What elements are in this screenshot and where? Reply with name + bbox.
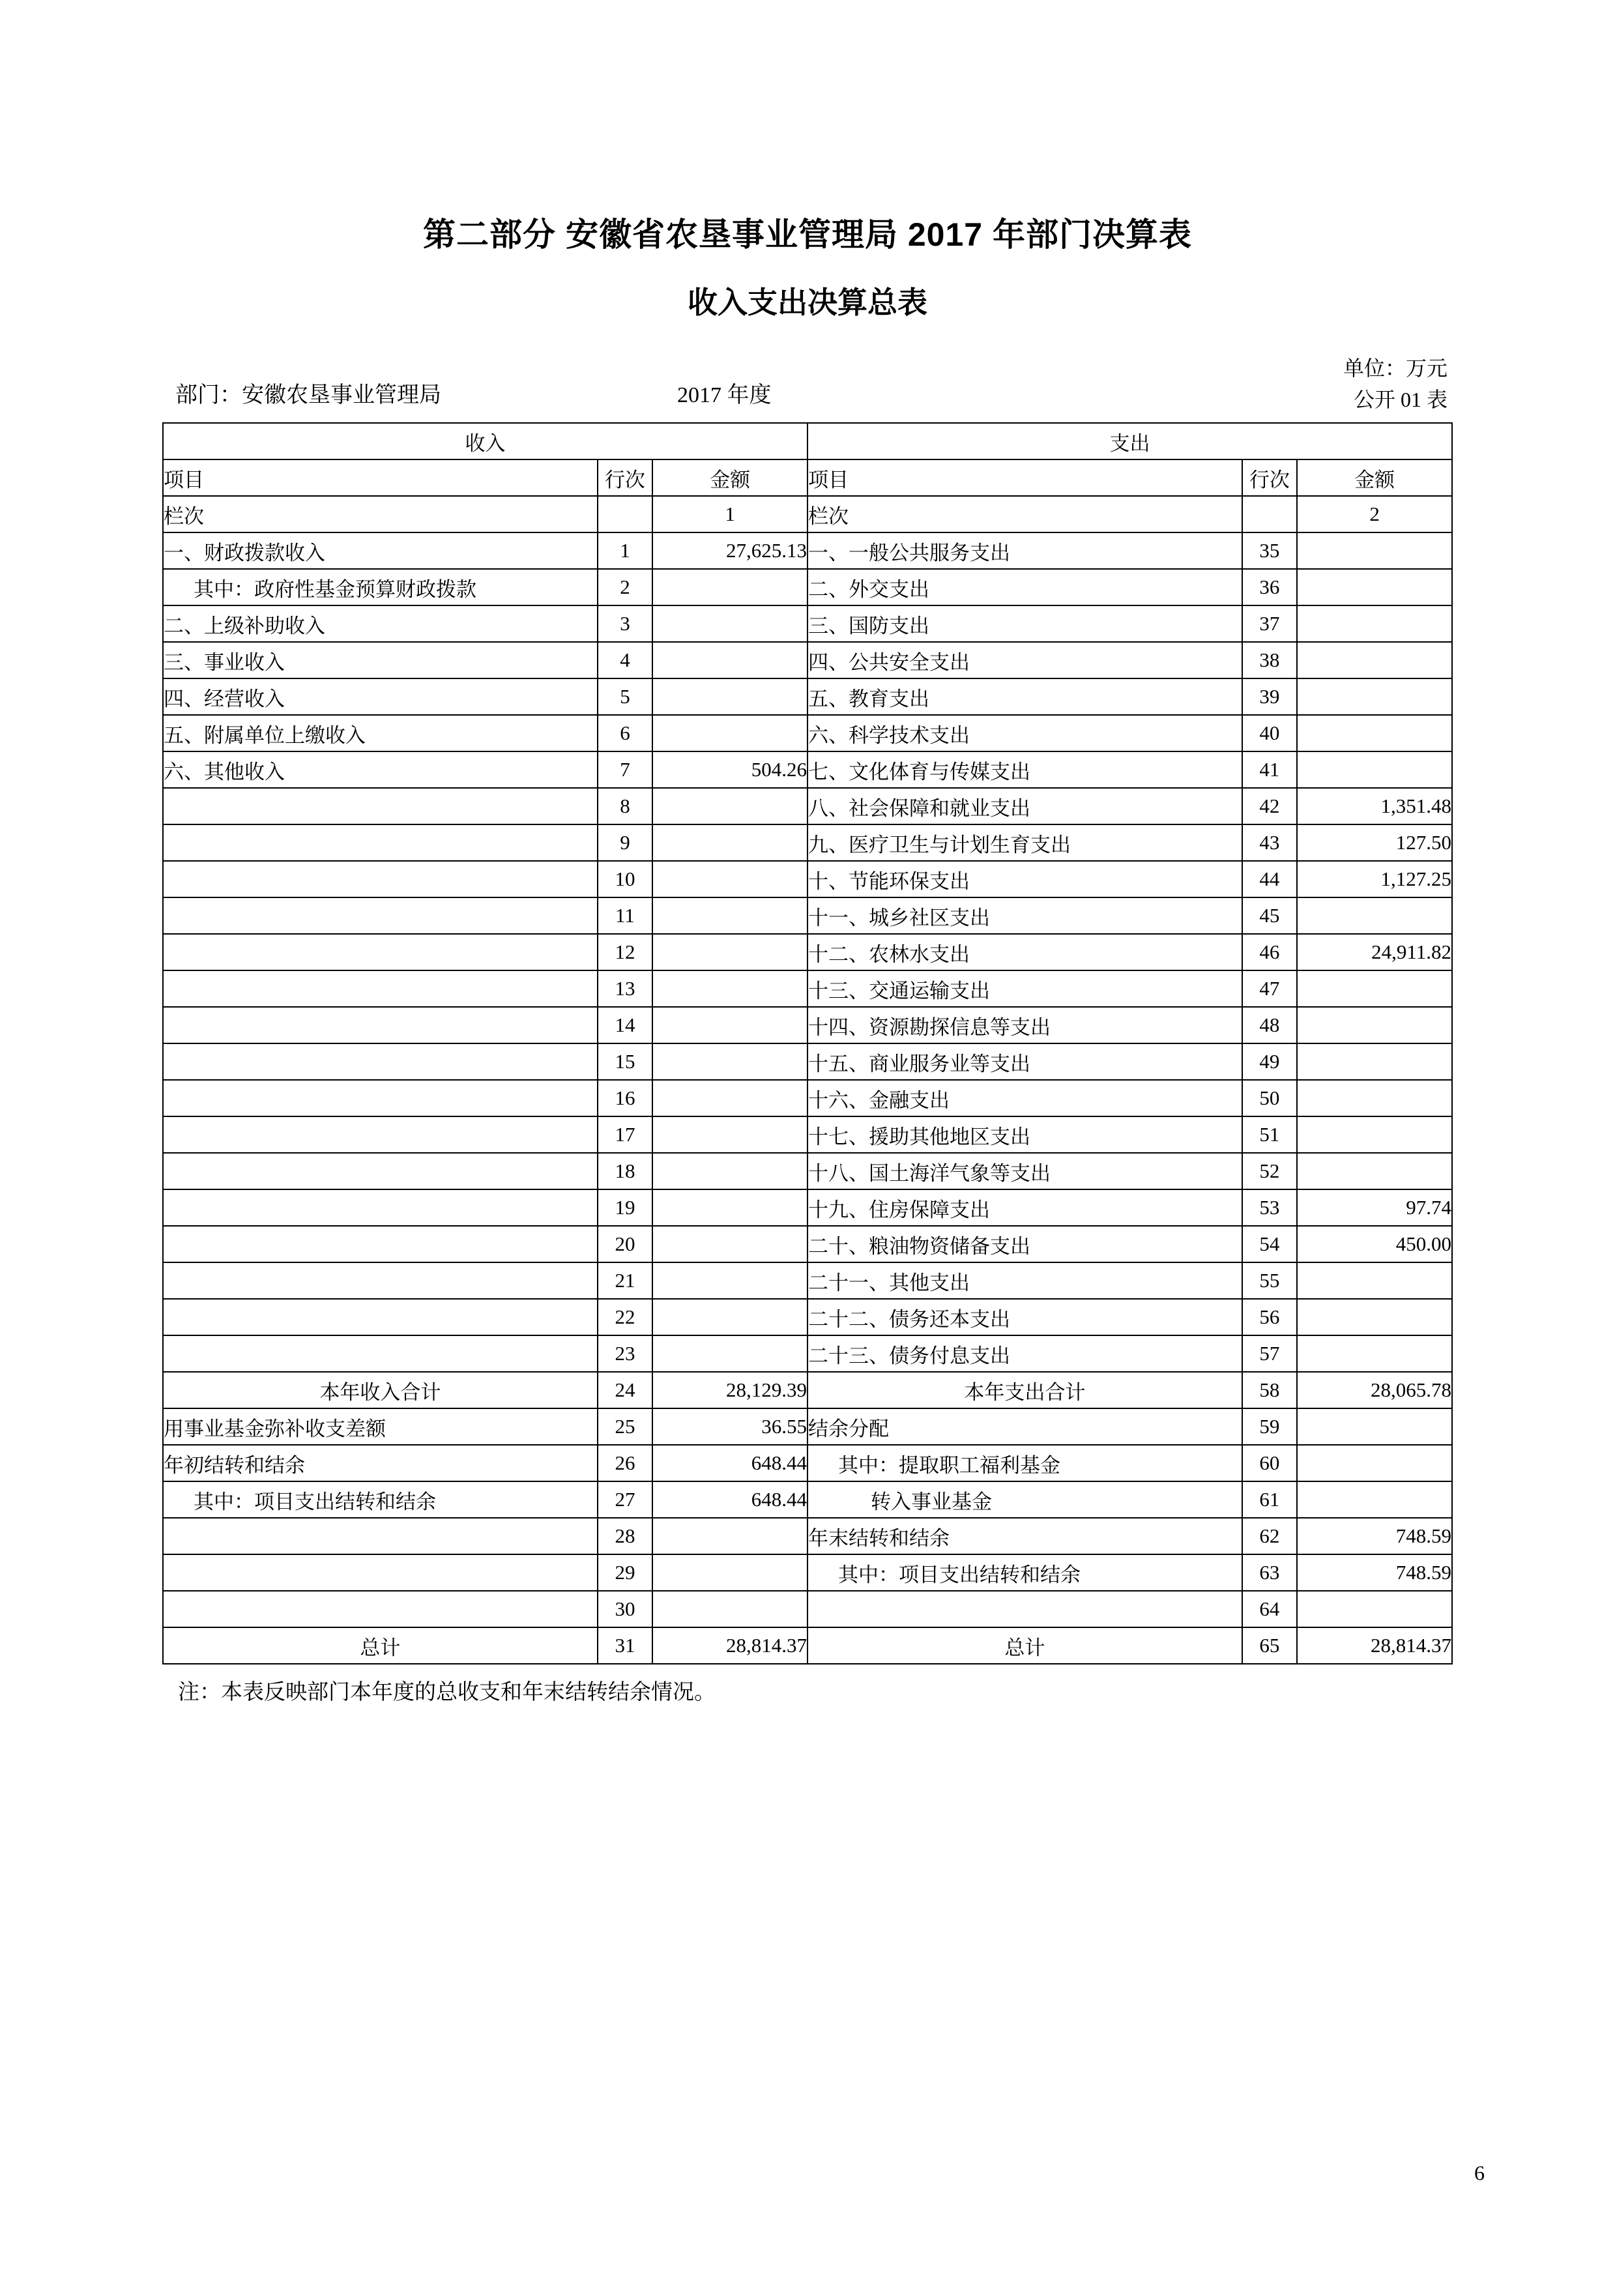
expense-amount-cell: 450.00 [1297, 1226, 1452, 1262]
expense-amount-cell: 748.59 [1297, 1518, 1452, 1554]
expense-line-cell: 46 [1242, 934, 1297, 970]
income-line-cell: 12 [598, 934, 652, 970]
expense-amount-cell [1297, 1335, 1452, 1372]
income-line-cell: 7 [598, 751, 652, 788]
table-row [163, 1372, 1452, 1408]
income-line-cell: 30 [598, 1591, 652, 1627]
income-line-cell: 15 [598, 1043, 652, 1080]
income-item-cell [163, 1226, 598, 1262]
income-line-cell: 14 [598, 1007, 652, 1043]
table-row [163, 1043, 1452, 1080]
expense-line-cell: 47 [1242, 970, 1297, 1007]
income-item-cell [163, 970, 598, 1007]
income-item-cell [163, 1591, 598, 1627]
expense-line-cell: 61 [1242, 1481, 1297, 1518]
income-item-cell: 其中：政府性基金预算财政拨款 [163, 569, 598, 605]
income-amount-cell [652, 788, 808, 824]
expense-item-cell: 六、科学技术支出 [808, 715, 1242, 751]
expense-amount-cell [1297, 1262, 1452, 1299]
table-row [163, 751, 1452, 788]
expense-amount-cell: 97.74 [1297, 1189, 1452, 1226]
table-row [163, 1518, 1452, 1554]
expense-item-cell: 其中：提取职工福利基金 [808, 1445, 1242, 1481]
expense-item-cell: 十三、交通运输支出 [808, 970, 1242, 1007]
column-index-label-income: 栏次 [163, 496, 598, 532]
income-line-cell: 13 [598, 970, 652, 1007]
column-index-line-income [598, 496, 652, 532]
column-index-expense: 2 [1297, 496, 1452, 532]
expense-amount-cell: 127.50 [1297, 824, 1452, 861]
expense-item-cell: 七、文化体育与传媒支出 [808, 751, 1242, 788]
income-line-cell: 27 [598, 1481, 652, 1518]
expense-line-cell: 51 [1242, 1116, 1297, 1153]
income-item-cell: 用事业基金弥补收支差额 [163, 1408, 598, 1445]
expense-line-cell: 49 [1242, 1043, 1297, 1080]
header-income-item: 项目 [163, 459, 598, 496]
table-row [163, 605, 1452, 642]
table-row [163, 1226, 1452, 1262]
income-amount-cell [652, 897, 808, 934]
page-title: 第二部分 安徽省农垦事业管理局 2017 年部门决算表 [423, 216, 1192, 253]
header-income-line: 行次 [598, 459, 652, 496]
income-line-cell: 5 [598, 678, 652, 715]
income-line-cell: 8 [598, 788, 652, 824]
expense-item-cell: 二十二、债务还本支出 [808, 1299, 1242, 1335]
income-item-cell [163, 861, 598, 897]
table-group-header-row [163, 423, 1452, 459]
expense-line-cell: 65 [1242, 1627, 1297, 1664]
income-line-cell: 10 [598, 861, 652, 897]
form-code-label: 公开 01 表 [1353, 388, 1448, 411]
income-amount-cell [652, 1299, 808, 1335]
expense-line-cell: 64 [1242, 1591, 1297, 1627]
expense-line-cell: 38 [1242, 642, 1297, 678]
expense-line-cell: 36 [1242, 569, 1297, 605]
table-row [163, 897, 1452, 934]
income-amount-cell: 504.26 [652, 751, 808, 788]
income-amount-cell [652, 1189, 808, 1226]
table-row [163, 1335, 1452, 1372]
table-row [163, 715, 1452, 751]
expense-item-cell: 十二、农林水支出 [808, 934, 1242, 970]
income-item-cell [163, 1518, 598, 1554]
expense-amount-cell [1297, 970, 1452, 1007]
expense-item-cell: 四、公共安全支出 [808, 642, 1242, 678]
expense-amount-cell [1297, 1445, 1452, 1481]
income-amount-cell: 36.55 [652, 1408, 808, 1445]
expense-item-cell: 转入事业基金 [808, 1481, 1242, 1518]
expense-item-cell: 十一、城乡社区支出 [808, 897, 1242, 934]
income-item-cell [163, 934, 598, 970]
expense-amount-cell [1297, 1299, 1452, 1335]
expense-amount-cell: 1,127.25 [1297, 861, 1452, 897]
table-column-header-row [163, 459, 1452, 496]
income-amount-cell [652, 970, 808, 1007]
expense-item-cell: 十五、商业服务业等支出 [808, 1043, 1242, 1080]
table-row [163, 1007, 1452, 1043]
income-amount-cell [652, 678, 808, 715]
department-label: 部门：安徽农垦事业管理局 [175, 383, 441, 407]
income-amount-cell [652, 1591, 808, 1627]
expense-item-cell: 八、社会保障和就业支出 [808, 788, 1242, 824]
income-amount-cell: 648.44 [652, 1481, 808, 1518]
table-row [163, 569, 1452, 605]
income-item-cell: 五、附属单位上缴收入 [163, 715, 598, 751]
expense-item-cell: 二、外交支出 [808, 569, 1242, 605]
income-item-cell [163, 1299, 598, 1335]
income-item-cell [163, 788, 598, 824]
expense-line-cell: 44 [1242, 861, 1297, 897]
expense-line-cell: 37 [1242, 605, 1297, 642]
expense-amount-cell [1297, 1481, 1452, 1518]
expense-amount-cell: 748.59 [1297, 1554, 1452, 1591]
income-line-cell: 9 [598, 824, 652, 861]
table-row [163, 824, 1452, 861]
income-amount-cell [652, 569, 808, 605]
expense-line-cell: 62 [1242, 1518, 1297, 1554]
income-line-cell: 6 [598, 715, 652, 751]
table-row [163, 642, 1452, 678]
income-line-cell: 3 [598, 605, 652, 642]
income-amount-cell: 28,814.37 [652, 1627, 808, 1664]
table-meta [162, 358, 1453, 418]
income-item-cell [163, 1262, 598, 1299]
expense-line-cell: 42 [1242, 788, 1297, 824]
expense-item-cell [808, 1591, 1242, 1627]
expense-amount-cell: 28,814.37 [1297, 1627, 1452, 1664]
expense-line-cell: 54 [1242, 1226, 1297, 1262]
table-row [163, 532, 1452, 569]
income-line-cell: 17 [598, 1116, 652, 1153]
table-row [163, 861, 1452, 897]
expense-amount-cell [1297, 751, 1452, 788]
header-income-amount: 金额 [652, 459, 808, 496]
income-amount-cell [652, 1518, 808, 1554]
expense-line-cell: 41 [1242, 751, 1297, 788]
income-line-cell: 21 [598, 1262, 652, 1299]
income-amount-cell [652, 642, 808, 678]
expense-item-cell: 十九、住房保障支出 [808, 1189, 1242, 1226]
expense-amount-cell: 28,065.78 [1297, 1372, 1452, 1408]
expense-amount-cell [1297, 1007, 1452, 1043]
expense-item-cell: 九、医疗卫生与计划生育支出 [808, 824, 1242, 861]
income-amount-cell [652, 1007, 808, 1043]
table-row [163, 1554, 1452, 1591]
income-item-cell: 六、其他收入 [163, 751, 598, 788]
income-line-cell: 29 [598, 1554, 652, 1591]
group-header-income: 收入 [163, 423, 808, 459]
income-amount-cell [652, 824, 808, 861]
table-row [163, 1591, 1452, 1627]
income-line-cell: 1 [598, 532, 652, 569]
expense-item-cell: 一、一般公共服务支出 [808, 532, 1242, 569]
expense-amount-cell [1297, 532, 1452, 569]
expense-line-cell: 59 [1242, 1408, 1297, 1445]
page-subtitle: 收入支出决算总表 [688, 285, 927, 319]
column-index-income: 1 [652, 496, 808, 532]
budget-table-body [163, 423, 1452, 1664]
income-line-cell: 25 [598, 1408, 652, 1445]
expense-item-cell: 五、教育支出 [808, 678, 1242, 715]
income-line-cell: 20 [598, 1226, 652, 1262]
table-note: 注：本表反映部门本年度的总收支和年末结转结余情况。 [178, 1681, 716, 1704]
income-line-cell: 4 [598, 642, 652, 678]
income-line-cell: 11 [598, 897, 652, 934]
income-line-cell: 26 [598, 1445, 652, 1481]
expense-line-cell: 56 [1242, 1299, 1297, 1335]
income-item-cell: 其中：项目支出结转和结余 [163, 1481, 598, 1518]
expense-amount-cell [1297, 605, 1452, 642]
expense-amount-cell [1297, 1043, 1452, 1080]
income-item-cell: 总计 [163, 1627, 598, 1664]
expense-line-cell: 48 [1242, 1007, 1297, 1043]
income-line-cell: 19 [598, 1189, 652, 1226]
income-line-cell: 2 [598, 569, 652, 605]
income-amount-cell [652, 605, 808, 642]
income-item-cell: 二、上级补助收入 [163, 605, 598, 642]
expense-item-cell: 结余分配 [808, 1408, 1242, 1445]
income-line-cell: 18 [598, 1153, 652, 1189]
expense-item-cell: 二十三、债务付息支出 [808, 1335, 1242, 1372]
table-row [163, 1153, 1452, 1189]
income-line-cell: 28 [598, 1518, 652, 1554]
expense-amount-cell [1297, 1080, 1452, 1116]
expense-line-cell: 58 [1242, 1372, 1297, 1408]
expense-item-cell: 二十一、其他支出 [808, 1262, 1242, 1299]
expense-amount-cell [1297, 569, 1452, 605]
expense-amount-cell [1297, 715, 1452, 751]
table-row [163, 1299, 1452, 1335]
table-columnindex-row [163, 496, 1452, 532]
table-row [163, 1627, 1452, 1664]
income-item-cell [163, 824, 598, 861]
expense-line-cell: 57 [1242, 1335, 1297, 1372]
expense-item-cell: 其中：项目支出结转和结余 [808, 1554, 1242, 1591]
income-amount-cell [652, 861, 808, 897]
column-index-label-expense: 栏次 [808, 496, 1242, 532]
income-item-cell: 四、经营收入 [163, 678, 598, 715]
table-row [163, 934, 1452, 970]
income-amount-cell [652, 1262, 808, 1299]
income-amount-cell [652, 1153, 808, 1189]
expense-amount-cell [1297, 1408, 1452, 1445]
expense-line-cell: 39 [1242, 678, 1297, 715]
table-row [163, 1408, 1452, 1445]
expense-amount-cell [1297, 1116, 1452, 1153]
income-amount-cell: 27,625.13 [652, 532, 808, 569]
income-item-cell [163, 897, 598, 934]
expense-item-cell: 十八、国土海洋气象等支出 [808, 1153, 1242, 1189]
expense-line-cell: 43 [1242, 824, 1297, 861]
group-header-expense: 支出 [808, 423, 1452, 459]
expense-item-cell: 二十、粮油物资储备支出 [808, 1226, 1242, 1262]
year-label: 2017 年度 [677, 383, 772, 407]
column-index-line-expense [1242, 496, 1297, 532]
header-expense-line: 行次 [1242, 459, 1297, 496]
expense-item-cell: 本年支出合计 [808, 1372, 1242, 1408]
income-line-cell: 22 [598, 1299, 652, 1335]
expense-amount-cell: 24,911.82 [1297, 934, 1452, 970]
income-item-cell [163, 1153, 598, 1189]
income-item-cell [163, 1335, 598, 1372]
expense-item-cell: 总计 [808, 1627, 1242, 1664]
expense-line-cell: 40 [1242, 715, 1297, 751]
budget-table [162, 422, 1453, 1664]
expense-item-cell: 年末结转和结余 [808, 1518, 1242, 1554]
expense-item-cell: 十六、金融支出 [808, 1080, 1242, 1116]
income-amount-cell [652, 1116, 808, 1153]
income-line-cell: 24 [598, 1372, 652, 1408]
income-item-cell: 本年收入合计 [163, 1372, 598, 1408]
expense-amount-cell [1297, 897, 1452, 934]
income-amount-cell [652, 715, 808, 751]
income-amount-cell: 648.44 [652, 1445, 808, 1481]
expense-line-cell: 35 [1242, 532, 1297, 569]
table-row [163, 1445, 1452, 1481]
expense-item-cell: 十七、援助其他地区支出 [808, 1116, 1242, 1153]
expense-item-cell: 十四、资源勘探信息等支出 [808, 1007, 1242, 1043]
income-line-cell: 23 [598, 1335, 652, 1372]
income-amount-cell [652, 1554, 808, 1591]
income-item-cell: 三、事业收入 [163, 642, 598, 678]
income-amount-cell [652, 934, 808, 970]
expense-line-cell: 60 [1242, 1445, 1297, 1481]
income-amount-cell [652, 1080, 808, 1116]
header-expense-amount: 金额 [1297, 459, 1452, 496]
table-row [163, 1189, 1452, 1226]
income-item-cell: 一、财政拨款收入 [163, 532, 598, 569]
expense-amount-cell [1297, 642, 1452, 678]
income-item-cell [163, 1189, 598, 1226]
unit-label: 单位：万元 [1343, 356, 1448, 380]
table-row [163, 678, 1452, 715]
table-row [163, 1481, 1452, 1518]
income-line-cell: 16 [598, 1080, 652, 1116]
income-amount-cell [652, 1335, 808, 1372]
expense-amount-cell: 1,351.48 [1297, 788, 1452, 824]
income-item-cell [163, 1080, 598, 1116]
table-row [163, 1116, 1452, 1153]
income-item-cell [163, 1007, 598, 1043]
expense-item-cell: 十、节能环保支出 [808, 861, 1242, 897]
income-amount-cell: 28,129.39 [652, 1372, 808, 1408]
income-item-cell [163, 1116, 598, 1153]
table-row [163, 788, 1452, 824]
expense-amount-cell [1297, 1153, 1452, 1189]
expense-amount-cell [1297, 678, 1452, 715]
income-item-cell: 年初结转和结余 [163, 1445, 598, 1481]
expense-line-cell: 53 [1242, 1189, 1297, 1226]
expense-line-cell: 50 [1242, 1080, 1297, 1116]
income-amount-cell [652, 1043, 808, 1080]
expense-line-cell: 63 [1242, 1554, 1297, 1591]
expense-line-cell: 55 [1242, 1262, 1297, 1299]
income-line-cell: 31 [598, 1627, 652, 1664]
income-amount-cell [652, 1226, 808, 1262]
table-row [163, 1080, 1452, 1116]
table-row [163, 970, 1452, 1007]
expense-amount-cell [1297, 1591, 1452, 1627]
table-row [163, 1262, 1452, 1299]
expense-line-cell: 52 [1242, 1153, 1297, 1189]
income-item-cell [163, 1554, 598, 1591]
header-expense-item: 项目 [808, 459, 1242, 496]
page-number: 6 [1474, 2161, 1485, 2185]
income-item-cell [163, 1043, 598, 1080]
expense-line-cell: 45 [1242, 897, 1297, 934]
expense-item-cell: 三、国防支出 [808, 605, 1242, 642]
